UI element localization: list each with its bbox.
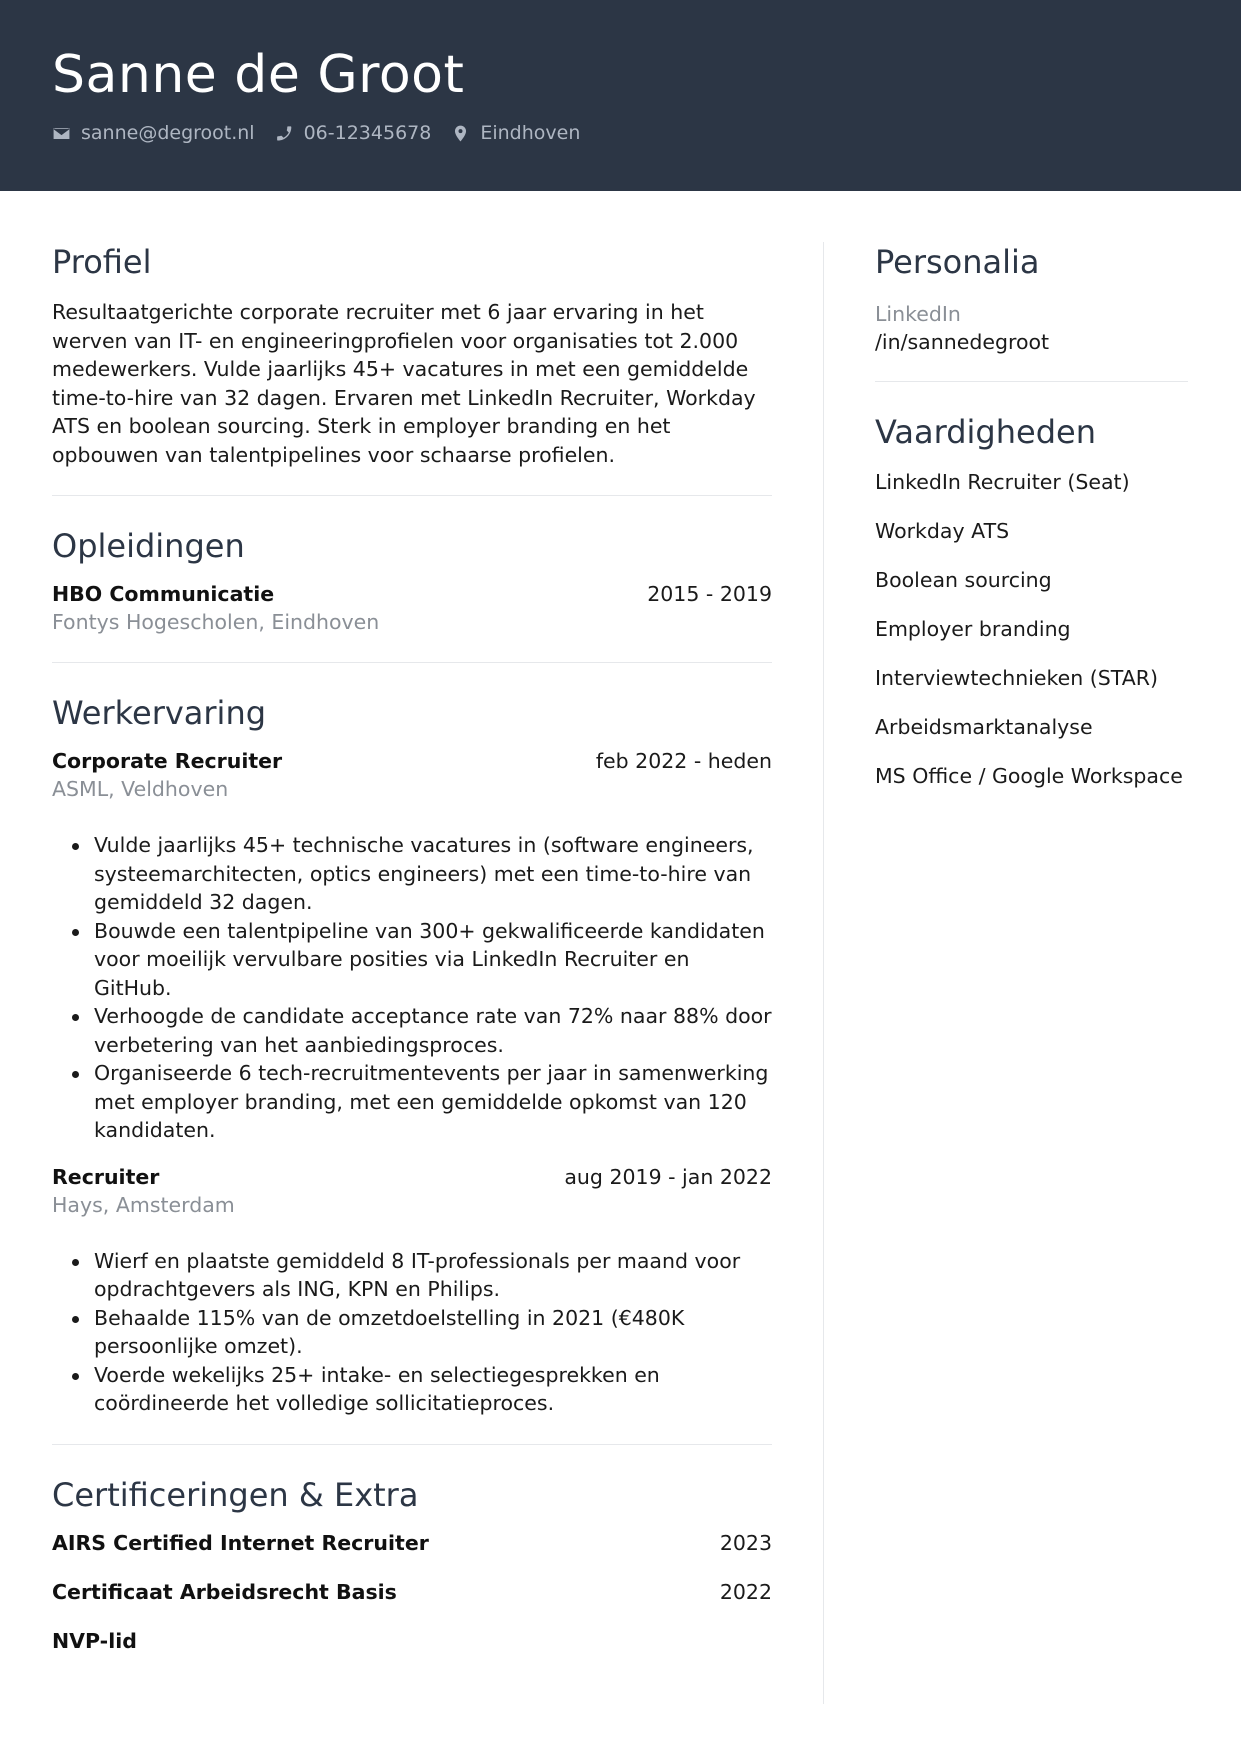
location-text: Eindhoven: [480, 122, 581, 144]
job-period: feb 2022 - heden: [595, 749, 772, 773]
certification-item: [52, 1627, 772, 1655]
list-item: Wierf en plaatste gemiddeld 8 IT-professionals per maand voor opdrachtgevers als ING, KPN en Philips.: [72, 1247, 772, 1304]
education-section: [52, 524, 772, 636]
phone-text: 06-12345678: [303, 122, 432, 144]
skill-item: MS Office / Google Workspace: [875, 763, 1183, 788]
certification-name: NVP-lid: [52, 1628, 137, 1653]
job-bullets: [72, 831, 772, 1145]
education-period: 2015 - 2019: [647, 582, 772, 606]
linkedin-label: LinkedIn: [875, 302, 961, 326]
job-company: ASML, Veldhoven: [52, 777, 229, 801]
school-name: Fontys Hogescholen, Eindhoven: [52, 610, 380, 634]
list-item: Behaalde 115% van de omzetdoelstelling in 2021 (€480K persoonlijke omzet).: [72, 1304, 772, 1361]
resume-header: [0, 0, 1241, 191]
experience-section: [52, 691, 772, 1418]
skills-section: [875, 410, 1188, 790]
section-title: Opleidingen: [52, 527, 245, 565]
section-title: Vaardigheden: [875, 412, 1096, 451]
list-item: Vulde jaarlijks 45+ technische vacatures in (software engineers, systeemarchitecten, optics engineers) met een time-to-hire van gemiddeld 32 dagen.: [72, 831, 772, 917]
skill-item: Arbeidsmarktanalyse: [875, 714, 1093, 739]
skill-item: LinkedIn Recruiter (Seat): [875, 469, 1130, 494]
linkedin-value[interactable]: /in/sannedegroot: [875, 330, 1050, 354]
list-item: Bouwde een talentpipeline van 300+ gekwalificeerde kandidaten voor moeilijk vervulbare posities via LinkedIn Recruiter en GitHub.: [72, 917, 772, 1003]
certification-item: [52, 1529, 772, 1557]
certifications-section: [52, 1473, 772, 1655]
degree-name: HBO Communicatie: [52, 582, 275, 606]
contact-phone[interactable]: [275, 122, 432, 144]
job-period: aug 2019 - jan 2022: [564, 1164, 772, 1189]
section-divider: [52, 1444, 772, 1445]
profile-text: Resultaatgerichte corporate recruiter met 6 jaar ervaring in het werven van IT- en engineeringprofielen voor organisaties tot 2.000 medewerkers. Vulde jaarlijks 45+ vacatures in met een gemiddelde time-to-hire van 32 dagen. Ervaren met LinkedIn Recruiter, Workday ATS en boolean sourcing. Sterk in employer branding en het opbouwen van talentpipelines voor schaarse profielen.: [52, 300, 756, 467]
envelope-icon: [52, 124, 71, 143]
job-item: [52, 747, 772, 1145]
skill-item: Interviewtechnieken (STAR): [875, 665, 1159, 690]
certification-name: AIRS Certified Internet Recruiter: [52, 1530, 429, 1555]
column-divider: [823, 242, 824, 1704]
skill-item: Boolean sourcing: [875, 567, 1052, 592]
contact-location: [451, 122, 580, 144]
job-role: Recruiter: [52, 1164, 160, 1189]
phone-icon: [275, 124, 294, 143]
section-divider: [875, 381, 1188, 382]
job-item: [52, 1163, 772, 1418]
section-title: Werkervaring: [52, 694, 267, 732]
contact-email[interactable]: [52, 122, 255, 144]
section-divider: [52, 662, 772, 663]
skill-item: Workday ATS: [875, 518, 1010, 543]
list-item: Organiseerde 6 tech-recruitmentevents per jaar in samenwerking met employer branding, met een gemiddelde opkomst van 120 kandidaten.: [72, 1059, 772, 1145]
skill-item: Employer branding: [875, 616, 1071, 641]
map-pin-icon: [451, 124, 470, 143]
contact-bar: [52, 122, 600, 144]
list-item: Voerde wekelijks 25+ intake- en selectiegesprekken en coördineerde het volledige sollicitatieproces.: [72, 1361, 772, 1418]
job-bullets: [72, 1247, 772, 1418]
certification-name: Certificaat Arbeidsrecht Basis: [52, 1579, 397, 1604]
side-column: [875, 240, 1188, 811]
list-item: Verhoogde de candidate acceptance rate van 72% naar 88% door verbetering van het aanbiedingsproces.: [72, 1002, 772, 1059]
candidate-name: Sanne de Groot: [52, 45, 465, 105]
main-column: [52, 240, 772, 1655]
certification-year: 2023: [719, 1530, 772, 1555]
skills-list: [875, 468, 1188, 790]
section-divider: [52, 495, 772, 496]
section-title: Personalia: [875, 243, 1040, 281]
personal-section: [875, 240, 1188, 357]
certification-item: [52, 1578, 772, 1606]
job-company: Hays, Amsterdam: [52, 1192, 235, 1217]
certification-year: 2022: [719, 1579, 772, 1604]
profile-section: [52, 240, 772, 469]
job-role: Corporate Recruiter: [52, 749, 283, 773]
education-item: [52, 580, 772, 636]
email-text: sanne@degroot.nl: [81, 122, 255, 144]
section-title: Certificeringen & Extra: [52, 1475, 419, 1514]
section-title: Profiel: [52, 243, 152, 281]
